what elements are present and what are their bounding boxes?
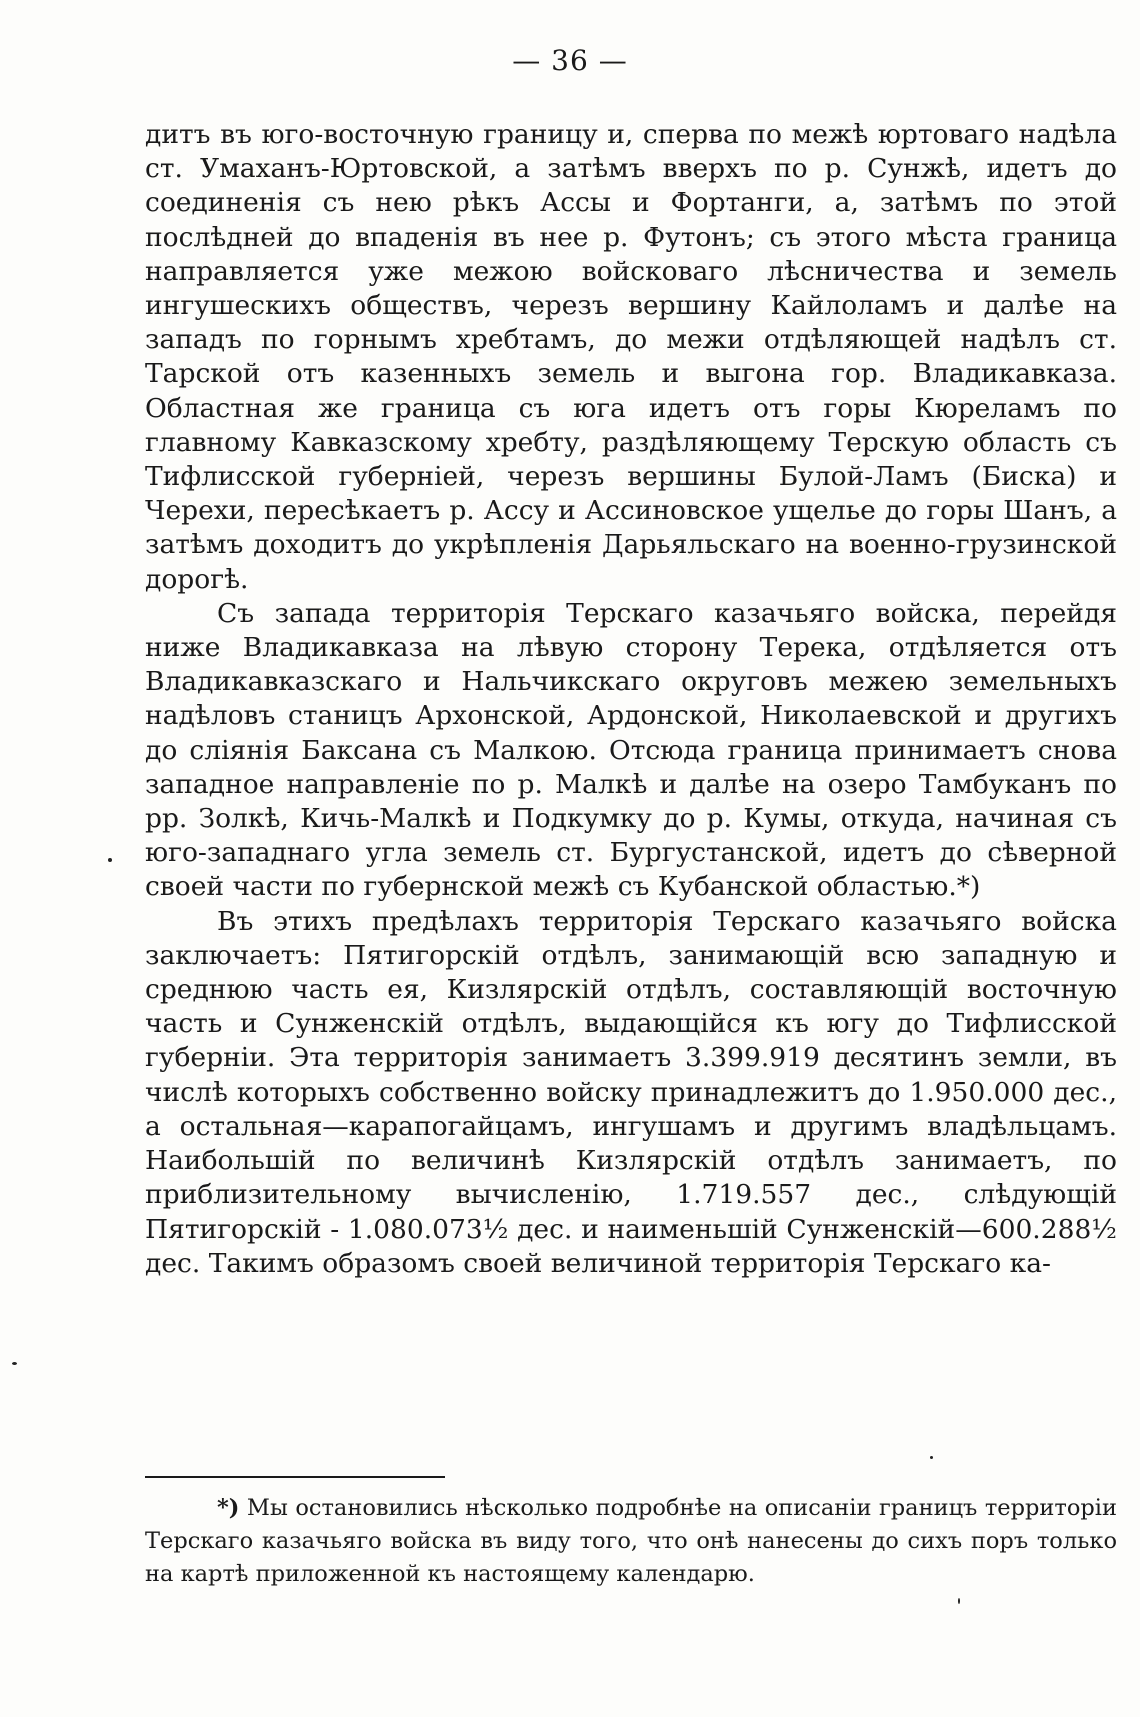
page-number: — 36 — <box>512 44 628 77</box>
footnote-text: Мы остановились нѣсколько подробнѣе на описаніи границъ территоріи Терскаго казачьяго войска въ виду того, что онѣ нанесены до сихъ поръ только на картѣ приложенной къ настоящему календарю. <box>145 1495 1117 1587</box>
footnote <box>145 1492 1117 1591</box>
scan-speck <box>12 1362 17 1365</box>
scan-speck <box>108 858 112 862</box>
scan-speck <box>930 1456 933 1459</box>
footnote-divider <box>145 1476 445 1478</box>
scan-speck <box>958 1598 960 1604</box>
paragraph-2: Съ запада территорія Терскаго казачьяго войска, перейдя ниже Владикавказа на лѣвую сторону Терека, отдѣляется отъ Владикавказскаго и Нальчикскаго округовъ межею земельныхъ надѣловъ станицъ Архонской, Ардонской, Николаевской и другихъ до сліянія Баксана съ Малкою. Отсюда граница принимаетъ снова западное направленіе по р. Малкѣ и далѣе на озеро Тамбуканъ по рр. Золкѣ, Кичь-Малкѣ и Подкумку до р. Кумы, откуда, начиная съ юго-западнаго угла земель ст. Бургустанской, идетъ до сѣверной своей части по губернской межѣ съ Кубанской областью.*) <box>145 597 1117 903</box>
paragraph-1: дитъ въ юго-восточную границу и, сперва по межѣ юртоваго надѣла ст. Умаханъ-Юртовской, а затѣмъ вверхъ по р. Сунжѣ, идетъ до соединенія съ нею рѣкъ Ассы и Фортанги, а, затѣмъ по этой послѣдней до впаденія въ нее р. Футонъ; съ этого мѣста граница направляется уже межою войсковаго лѣсничества и земель ингушескихъ обществъ, черезъ вершину Кайлоламъ и далѣе на западъ по горнымъ хребтамъ, до межи отдѣляющей надѣлъ ст. Тарской отъ казенныхъ земель и выгона гор. Владикавказа. Областная же граница съ юга идетъ отъ горы Кюреламъ по главному Кавказскому хребту, раздѣляющему Терскую область съ Тифлисской губерніей, черезъ вершины Булой-Ламъ (Биска) и Черехи, пересѣкаетъ р. Ассу и Ассиновское ущелье до горы Шанъ, а затѣмъ доходитъ до укрѣпленія Дарьяльскаго на военно-грузинской дорогѣ. <box>145 119 1117 595</box>
paragraph-3: Въ этихъ предѣлахъ территорія Терскаго казачьяго войска заключаетъ: Пятигорскій отдѣлъ, занимающій всю западную и среднюю часть ея, Кизлярскій отдѣлъ, составляющій восточную часть и Сунженскій отдѣлъ, выдающійся къ югу до Тифлисской губерніи. Эта территорія занимаетъ 3.399.919 десятинъ земли, въ числѣ которыхъ собственно войску принадлежитъ до 1.950.000 дес., а остальная—карапогайцамъ, ингушамъ и другимъ владѣльцамъ. Наибольшій по величинѣ Кизлярскій отдѣлъ занимаетъ, по приблизительному вычисленію, 1.719.557 дес., слѣдующій Пятигорскій - 1.080.073½ дес. и наименьшій Сунженскій—600.288½ дес. Такимъ образомъ своей величиной территорія Терскаго ка- <box>145 905 1117 1279</box>
main-text <box>145 118 1117 1281</box>
footnote-marker: *) <box>217 1495 240 1521</box>
